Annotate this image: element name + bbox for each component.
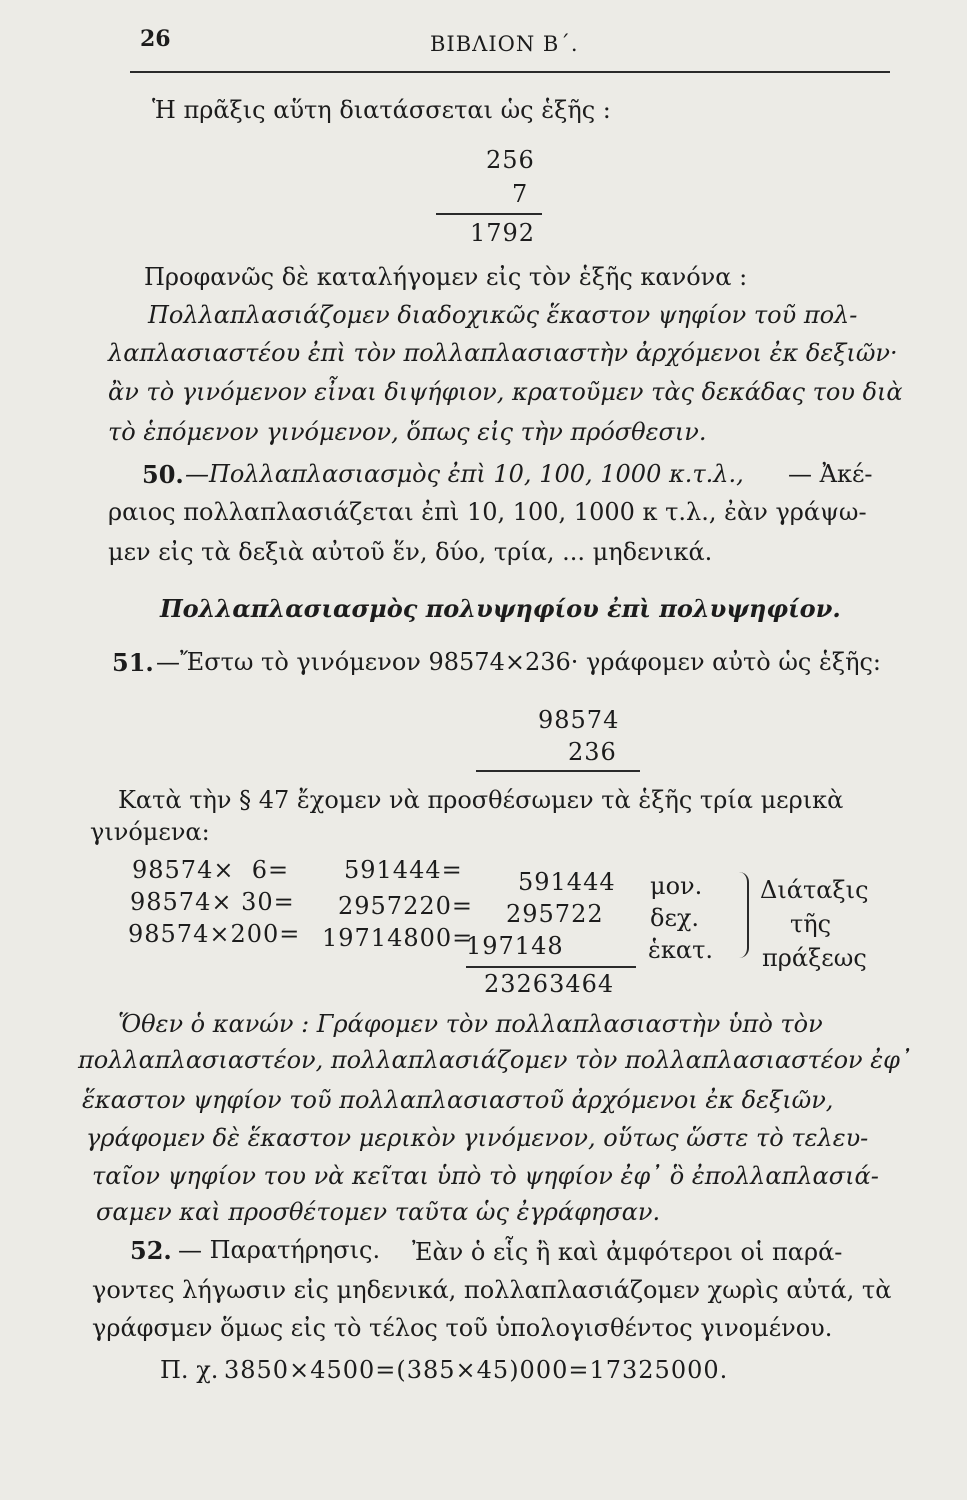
partial-2-unit: δεχ. — [650, 904, 700, 932]
para47-line-2: γινόμενα: — [90, 818, 210, 846]
rule2-line-3: ἕκαστον ψηφίον τοῦ πολλαπλασιαστοῦ ἀρχόμενοι ἐκ δεξιῶν, — [82, 1086, 834, 1114]
sec50-title: —Πολλαπλασιασμὸς ἐπὶ 10, 100, 1000 κ.τ.λ., — [185, 460, 744, 488]
partial-3-left: 98574×200= — [128, 920, 301, 948]
side-note-2: τῆς — [790, 910, 832, 938]
sec50-line-3: μεν εἰς τὰ δεξιὰ αὐτοῦ ἕν, δύο, τρία, ... μηδενικά. — [108, 538, 713, 566]
rule2-line-5: ταῖον ψηφίον του νὰ κεῖται ὑπὸ τὸ ψηφίον ἐφ᾽ ὃ ἐπολλαπλασιά- — [92, 1162, 879, 1190]
sec52-number: 52. — [130, 1236, 172, 1265]
rule2-line-4: γράφομεν δὲ ἕκαστον μερικὸν γινόμενον, οὕτως ὥστε τὸ τελευ- — [86, 1124, 869, 1152]
mult1-rule — [436, 213, 542, 215]
partial-2-mid: 2957220= — [338, 892, 473, 920]
rule-line-2: λαπλασιαστέου ἐπὶ τὸν πολλαπλασιαστὴν ἀρχόμενοι ἐκ δεξιῶν· — [108, 339, 898, 367]
partial-3-unit: ἑκατ. — [648, 936, 713, 964]
intro-text: Ἡ πρᾶξις αὕτη διατάσσεται ὡς ἑξῆς : — [152, 96, 611, 124]
mult2-multiplier: 236 — [568, 738, 617, 766]
mult2-rule — [476, 770, 640, 772]
rule-intro: Προφανῶς δὲ καταλήγομεν εἰς τὸν ἑξῆς κανόνα : — [144, 263, 748, 291]
partial-1-left: 98574× 6= — [132, 856, 290, 884]
sec52-title: — Παρατήρησις. — [178, 1236, 381, 1264]
page-number: 26 — [140, 26, 171, 52]
rule2-line-6: σαμεν καὶ προσθέτομεν ταῦτα ὡς ἐγράφησαν. — [96, 1198, 661, 1226]
sec51-text: —Ἔστω τὸ γινόμενον 98574×236· γράφομεν αὐτὸ ὡς ἑξῆς: — [156, 648, 881, 676]
partial-1-right: 591444 — [518, 868, 616, 896]
partial-3-right: 197148 — [466, 932, 564, 960]
para47-line-1: Κατὰ τὴν § 47 ἔχομεν νὰ προσθέσωμεν τὰ ἑξῆς τρία μερικὰ — [118, 786, 844, 814]
side-note-1: Διάταξις — [760, 876, 869, 904]
sec52-line-3: γράφσμεν ὅμως εἰς τὸ τέλος τοῦ ὑπολογισθέντος γινομένου. — [92, 1314, 833, 1342]
sec52-line-2: γοντες λήγωσιν εἰς μηδενικά, πολλαπλασιάζομεν χωρὶς αὐτά, τὰ — [92, 1276, 892, 1304]
sec52-line-1: Ἐὰν ὁ εἷς ἢ καὶ ἀμφότεροι οἱ παρά- — [412, 1238, 843, 1266]
sec50-line-2: ραιος πολλαπλασιάζεται ἐπὶ 10, 100, 1000 κ τ.λ., ἐὰν γράψω- — [108, 498, 867, 526]
mult1-result: 1792 — [470, 219, 536, 247]
subheading: Πολλαπλασιασμὸς πολυψηφίου ἐπὶ πολυψηφίον. — [160, 594, 841, 623]
rule2-line-2: πολλαπλασιαστέον, πολλαπλασιάζομεν τὸν πολλαπλασιαστέον ἐφ᾽ — [78, 1046, 912, 1074]
mult1-multiplicand: 256 — [486, 146, 535, 174]
sec50-title-rest: — Ἀκέ- — [788, 460, 873, 488]
rule2-line-1: Ὅθεν ὁ κανών : Γράφομεν τὸν πολλαπλασιαστὴν ὑπὸ τὸν — [118, 1010, 823, 1038]
mult1-multiplier: 7 — [512, 180, 529, 208]
partial-2-left: 98574× 30= — [130, 888, 295, 916]
running-head: ΒΙΒΛΙΟΝ Β΄. — [430, 32, 579, 56]
rule-line-3: ἂν τὸ γινόμενον εἶναι διψήφιον, κρατοῦμεν τὰς δεκάδας του διὰ — [108, 378, 903, 406]
mult2-multiplicand: 98574 — [538, 706, 620, 734]
partial-3-mid: 19714800= — [322, 924, 474, 952]
partial-1-mid: 591444= — [344, 856, 463, 884]
side-note-3: πράξεως — [762, 944, 867, 972]
sec50-number: 50. — [142, 460, 184, 489]
partial-1-unit: μον. — [650, 872, 703, 900]
rule-line-4: τὸ ἑπόμενον γινόμενον, ὅπως εἰς τὴν πρόσθεσιν. — [108, 418, 707, 446]
total-result: 23263464 — [484, 970, 615, 998]
example-expression: 3850×4500=(385×45)000=17325000. — [224, 1356, 729, 1384]
header-rule — [130, 71, 890, 73]
sec51-number: 51. — [112, 648, 154, 677]
total-rule — [466, 966, 636, 968]
right-brace — [737, 872, 749, 958]
partial-2-right: 295722 — [506, 900, 604, 928]
rule-line-1: Πολλαπλασιάζομεν διαδοχικῶς ἕκαστον ψηφίον τοῦ πολ- — [148, 301, 858, 329]
example-label: Π. χ. — [160, 1356, 219, 1384]
